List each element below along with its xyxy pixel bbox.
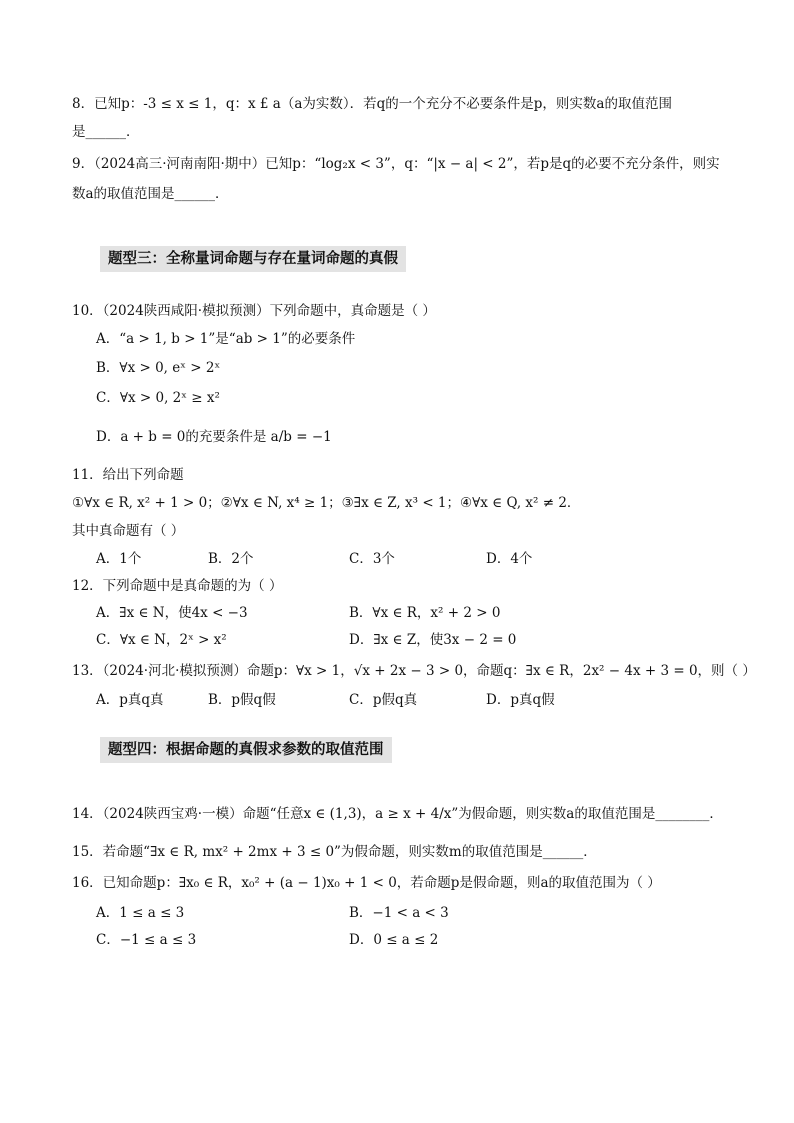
question-10-option-b: B．∀x > 0, eˣ > 2ˣ (96, 360, 221, 376)
question-12-option-d: D．∃x ∈ Z，使3x − 2 = 0 (349, 632, 517, 648)
question-10-option-d: D．a + b = 0的充要条件是 a/b = −1 (96, 429, 332, 445)
question-11-option-d: D．4个 (486, 551, 533, 567)
question-11-option-a: A．1个 (96, 551, 142, 567)
question-11-option-b: B．2个 (208, 551, 254, 567)
question-16-option-b: B．−1 < a < 3 (349, 905, 449, 921)
question-15-stem: 15．若命题“∃x ∈ R, mx² + 2mx + 3 ≤ 0”为假命题，则实数m的取值范围是______． (72, 844, 597, 860)
question-16-option-a: A．1 ≤ a ≤ 3 (96, 905, 185, 921)
question-8-line-2: 是______． (72, 124, 140, 140)
question-13-option-d: D．p真q假 (486, 692, 555, 708)
question-14-stem: 14．（2024陕西宝鸡·一模）命题“任意x ∈ (1,3)，a ≥ x + 4/x”为假命题，则实数a的取值范围是________． (72, 806, 723, 822)
question-10-stem: 10．（2024陕西咸阳·模拟预测）下列命题中，真命题是（ ） (72, 303, 436, 319)
question-9-line-1: 9．（2024高三·河南南阳·期中）已知p：“log₂x < 3”，q：“|x − a| < 2”，若p是q的必要不充分条件，则实 (72, 156, 720, 172)
question-16-option-d: D．0 ≤ a ≤ 2 (349, 932, 439, 948)
question-12-option-b: B．∀x ∈ R，x² + 2 > 0 (349, 605, 501, 621)
question-12-stem: 12．下列命题中是真命题的为（ ） (72, 578, 283, 594)
question-13-stem: 13．（2024·河北·模拟预测）命题p：∀x > 1，√x + 2x − 3 > 0，命题q：∃x ∈ R，2x² − 4x + 3 = 0，则（ ） (72, 663, 756, 679)
question-8-line-1: 8．已知p：-3 ≤ x ≤ 1，q：x £ a（a为实数）．若q的一个充分不必要条件是p，则实数a的取值范围 (72, 96, 672, 112)
question-13-option-b: B．p假q假 (208, 692, 276, 708)
section-3-heading: 题型三：全称量词命题与存在量词命题的真假 (100, 246, 406, 272)
question-11-stem: 11．给出下列命题 (72, 467, 184, 483)
question-13-option-c: C．p假q真 (349, 692, 418, 708)
question-10-option-a: A．“a > 1, b > 1”是“ab > 1”的必要条件 (96, 331, 356, 347)
question-10-option-c: C．∀x > 0, 2ˣ ≥ x² (96, 390, 220, 406)
question-11-ask: 其中真命题有（ ） (72, 523, 185, 539)
question-12-option-c: C．∀x ∈ N，2ˣ > x² (96, 632, 227, 648)
question-16-option-c: C．−1 ≤ a ≤ 3 (96, 932, 197, 948)
question-11-propositions: ①∀x ∈ R, x² + 1 > 0；②∀x ∈ N, x⁴ ≥ 1；③∃x ∈ Z, x³ < 1；④∀x ∈ Q, x² ≠ 2． (72, 495, 581, 511)
question-9-line-2: 数a的取值范围是______． (72, 186, 229, 202)
section-4-heading: 题型四：根据命题的真假求参数的取值范围 (100, 737, 392, 763)
question-13-option-a: A．p真q真 (96, 692, 164, 708)
question-11-option-c: C．3个 (349, 551, 395, 567)
question-16-stem: 16．已知命题p：∃x₀ ∈ R，x₀² + (a − 1)x₀ + 1 < 0，若命题p是假命题，则a的取值范围为（ ） (72, 875, 661, 891)
question-12-option-a: A．∃x ∈ N，使4x < −3 (96, 605, 248, 621)
